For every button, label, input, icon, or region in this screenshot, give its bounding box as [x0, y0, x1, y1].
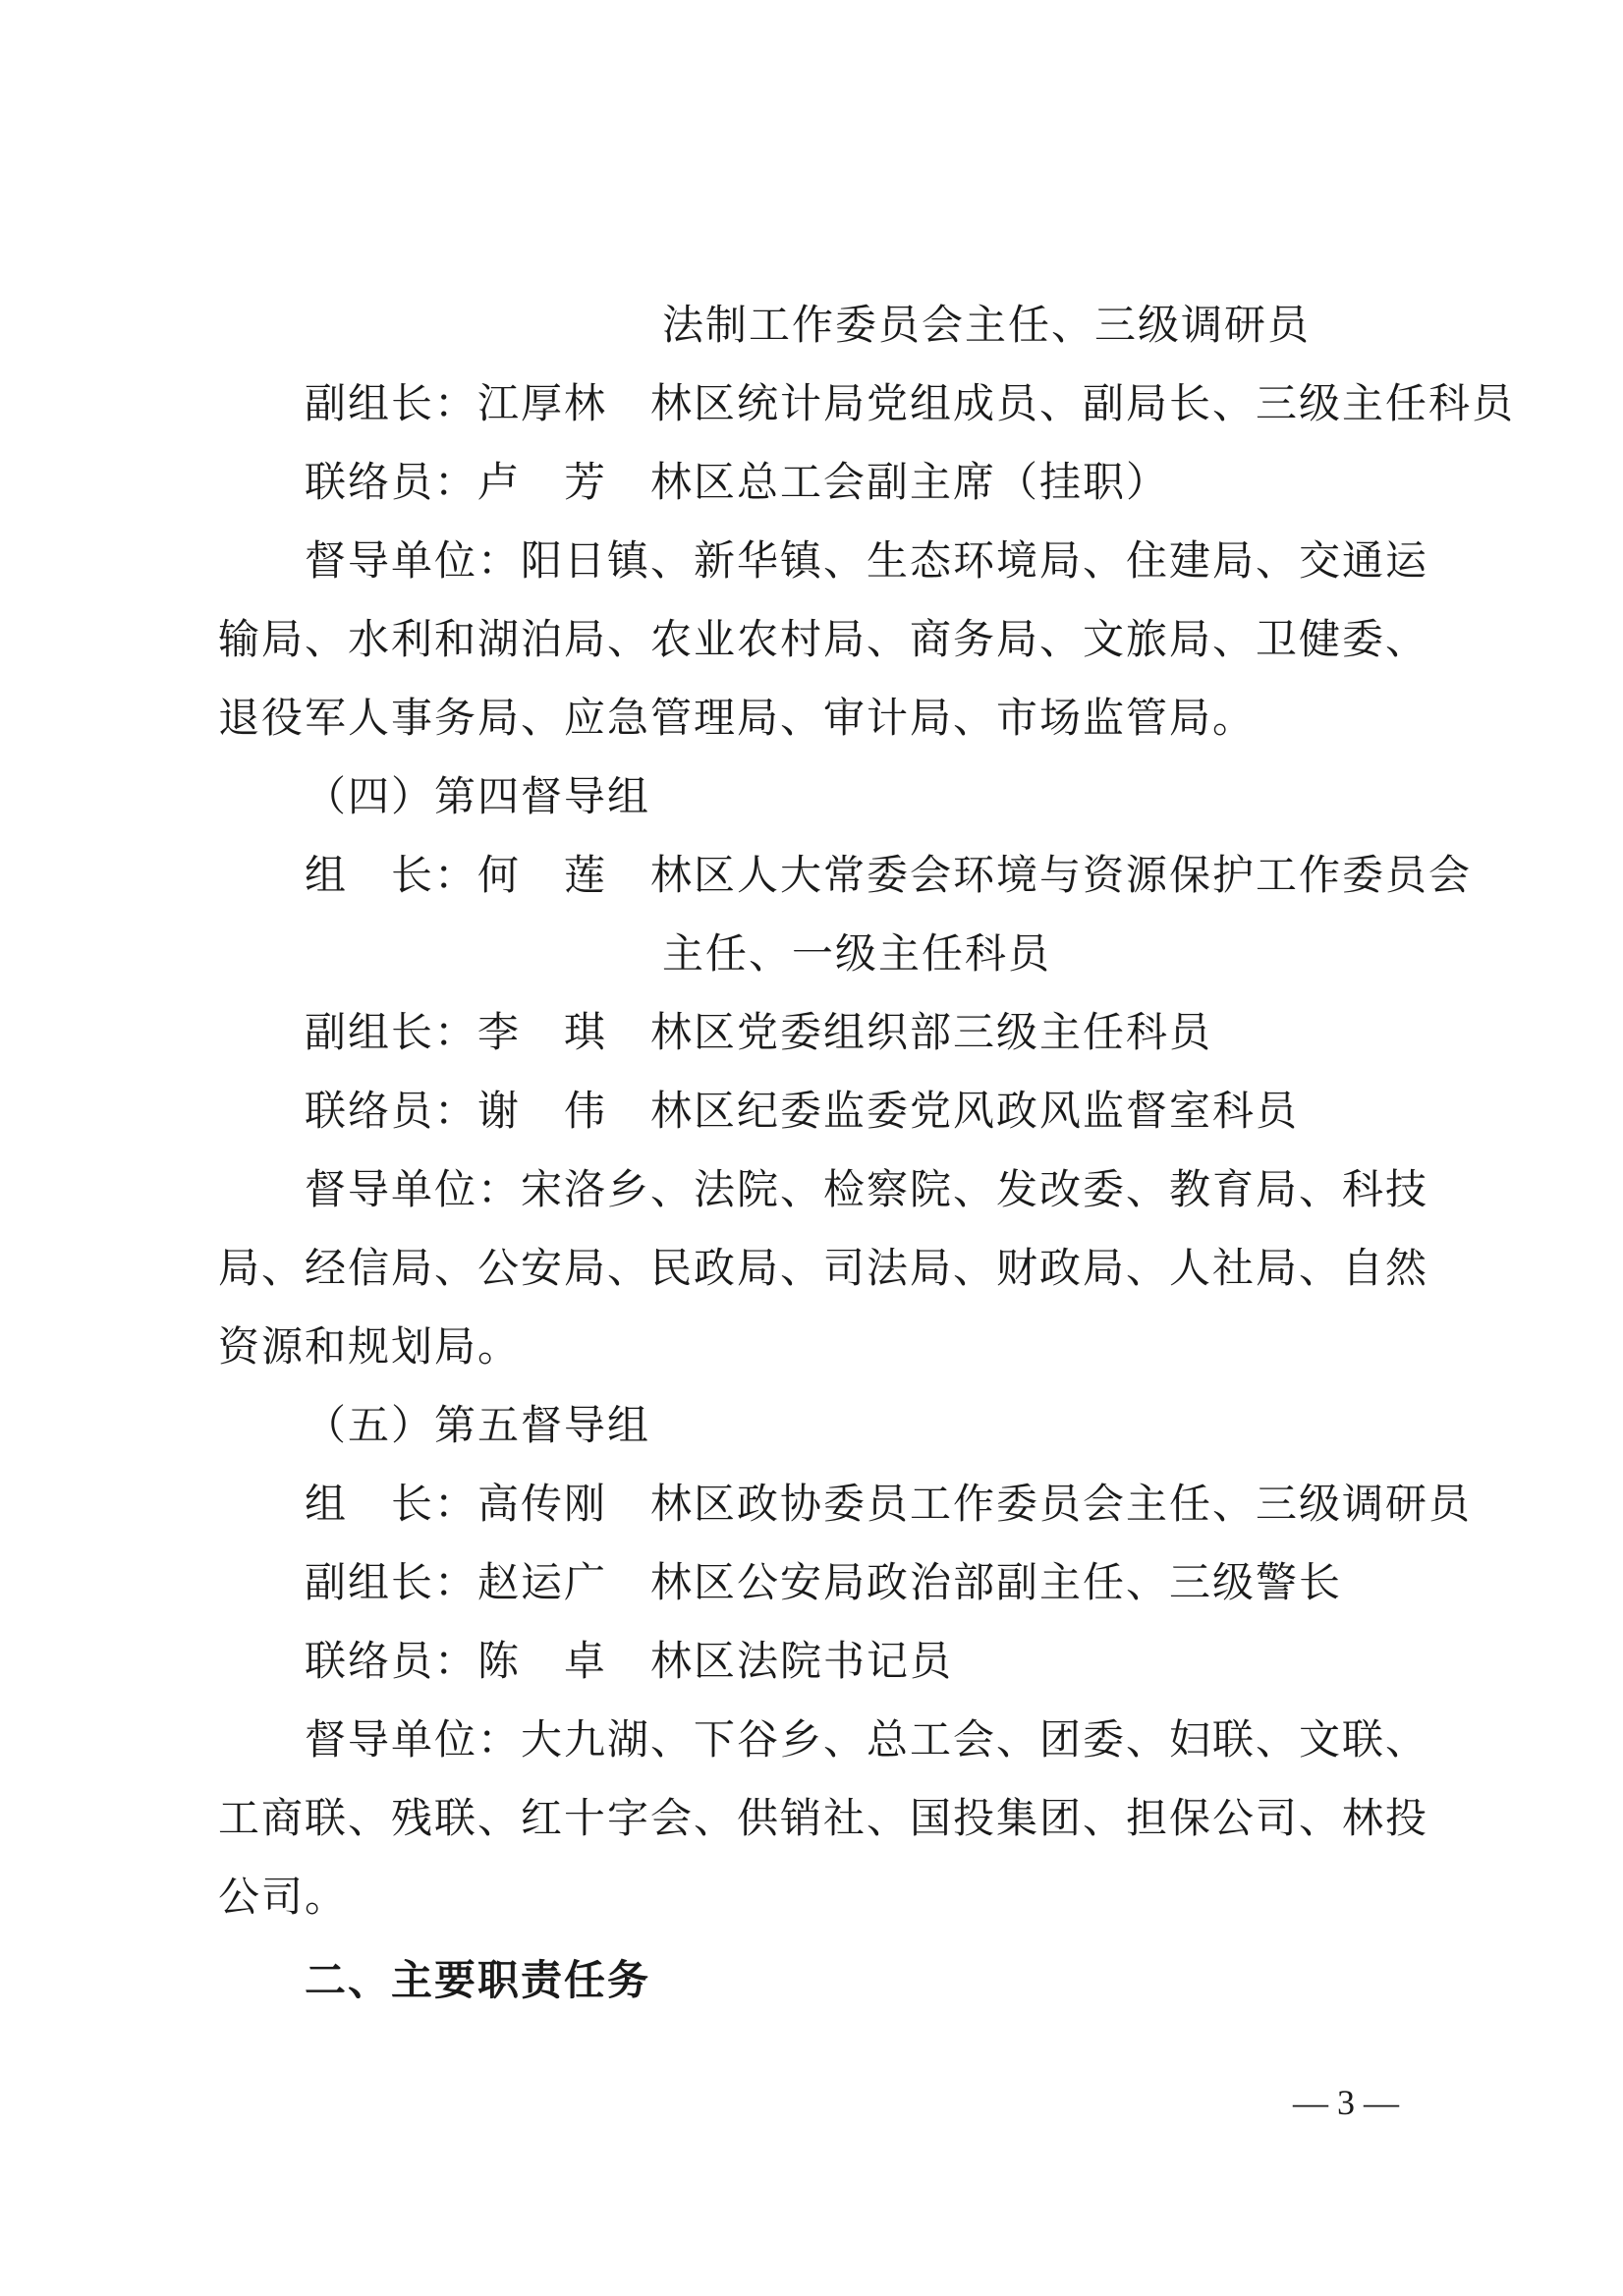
deputy-leader-label: 副组长： [305, 379, 478, 427]
liaison-label: 联络员： [305, 1087, 478, 1135]
deputy-leader-label: 副组长： [305, 1008, 478, 1056]
continuation-title-line: 法制工作委员会主任、三级调研员 [662, 301, 1312, 349]
group4-heading: （四）第四督导组 [305, 772, 651, 820]
group4-deputy-leader-row [305, 1007, 1212, 1058]
liaison-title: 林区纪委监委党风政风监督室科员 [650, 1087, 1300, 1135]
group4-liaison-row [305, 1086, 1299, 1137]
page-number: — 3 — [1293, 2083, 1399, 2122]
leader-title: 林区政协委员工作委员会主任、三级调研员 [650, 1480, 1473, 1528]
group5-leader-row [305, 1479, 1472, 1530]
leader-label: 组 长： [305, 851, 478, 899]
deputy-leader-title: 林区党委组织部三级主任科员 [650, 1008, 1213, 1056]
group4-leader-title-line-2: 主任、一级主任科员 [662, 929, 1052, 978]
group3-deputy-leader-row [305, 378, 1515, 429]
leader-title: 林区人大常委会环境与资源保护工作委员会 [650, 851, 1473, 899]
section-heading-main-duties: 二、主要职责任务 [305, 1956, 651, 2004]
group4-units-line-3: 资源和规划局。 [218, 1322, 522, 1371]
liaison-title: 林区法院书记员 [650, 1637, 954, 1685]
liaison-name: 谢 伟 [477, 1087, 608, 1135]
group5-liaison-row [305, 1636, 953, 1687]
deputy-leader-title: 林区公安局政治部副主任、三级警长 [650, 1558, 1343, 1606]
group5-heading: （五）第五督导组 [305, 1401, 651, 1449]
group5-units-line-2: 工商联、残联、红十字会、供销社、国投集团、担保公司、林投 [218, 1794, 1429, 1842]
deputy-leader-name: 赵运广 [477, 1558, 608, 1606]
deputy-leader-title: 林区统计局党组成员、副局长、三级主任科员 [650, 379, 1516, 427]
group5-units-line-3: 公司。 [218, 1873, 349, 1921]
group4-leader-row [305, 850, 1472, 901]
group3-units-line-3: 退役军人事务局、应急管理局、审计局、市场监管局。 [218, 694, 1257, 742]
deputy-leader-name: 江厚林 [477, 379, 608, 427]
leader-name: 何 莲 [477, 851, 608, 899]
liaison-name: 陈 卓 [477, 1637, 608, 1685]
group5-deputy-leader-row [305, 1557, 1342, 1608]
group5-units-line-1: 督导单位：大九湖、下谷乡、总工会、团委、妇联、文联、 [305, 1715, 1429, 1764]
liaison-label: 联络员： [305, 1637, 478, 1685]
deputy-leader-name: 李 琪 [477, 1008, 608, 1056]
group3-units-line-2: 输局、水利和湖泊局、农业农村局、商务局、文旅局、卫健委、 [218, 615, 1429, 663]
group4-units-line-1: 督导单位：宋洛乡、法院、检察院、发改委、教育局、科技 [305, 1165, 1429, 1213]
leader-label: 组 长： [305, 1480, 478, 1528]
group3-liaison-row [305, 457, 1169, 508]
group4-units-line-2: 局、经信局、公安局、民政局、司法局、财政局、人社局、自然 [218, 1244, 1429, 1292]
liaison-name: 卢 芳 [477, 458, 608, 506]
group3-units-line-1: 督导单位：阳日镇、新华镇、生态环境局、住建局、交通运 [305, 536, 1429, 585]
liaison-title: 林区总工会副主席（挂职） [650, 458, 1170, 506]
liaison-label: 联络员： [305, 458, 478, 506]
leader-name: 高传刚 [477, 1480, 608, 1528]
deputy-leader-label: 副组长： [305, 1558, 478, 1606]
